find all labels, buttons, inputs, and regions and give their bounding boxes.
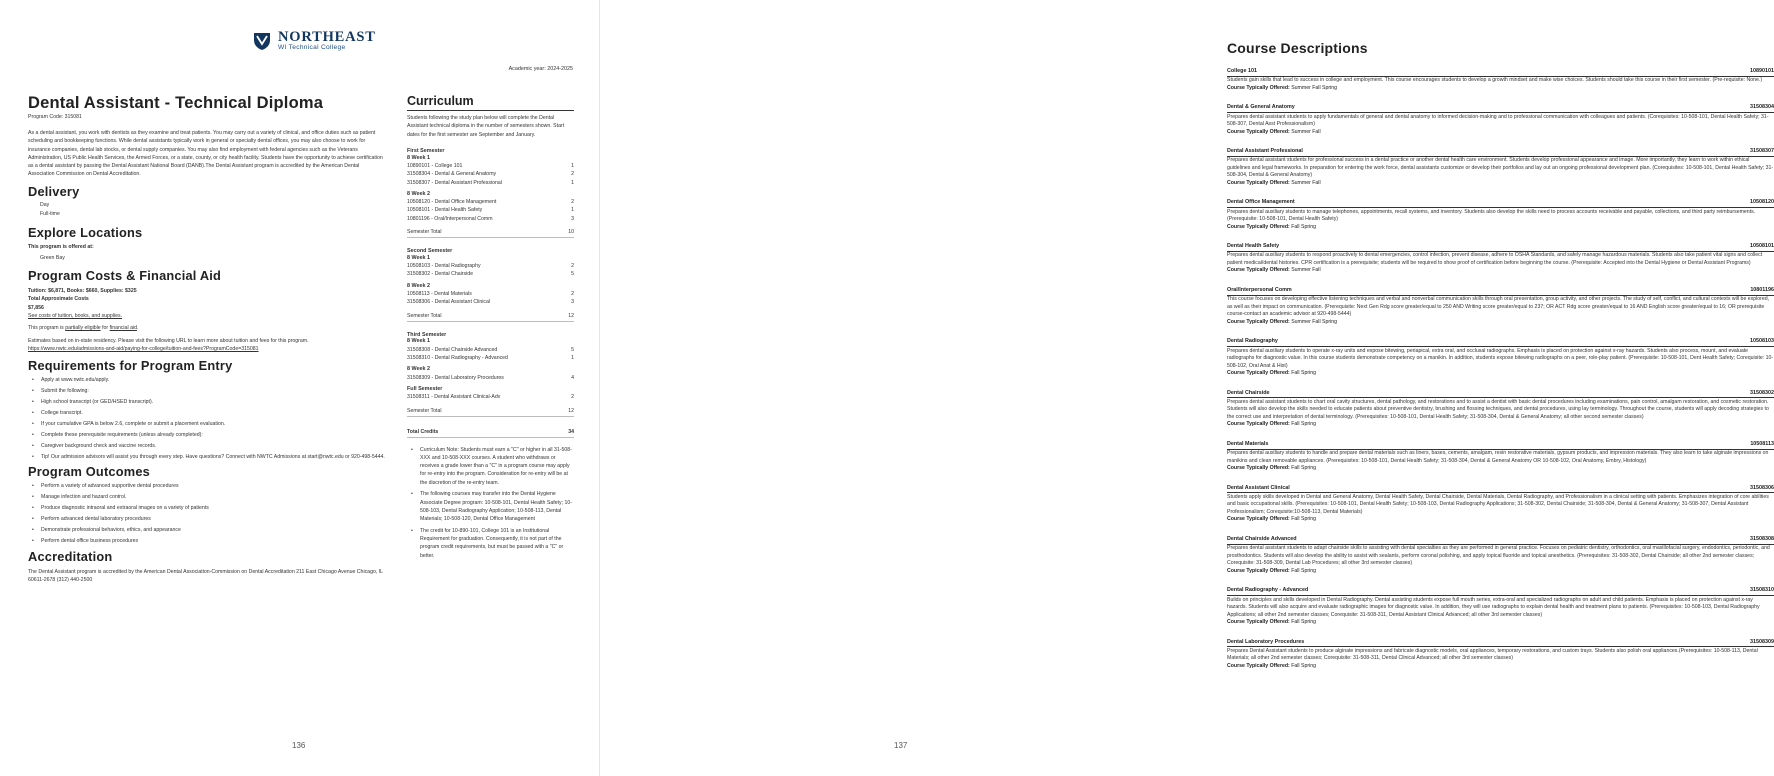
course-description: Prepares dental auxiliary students to respond proactively to dental emergencies, control infection, prevent disease, adhere to OSHA Standards, and safely manage hazardous materials. Students also take patient vital signs and collect patient medical/dental histories. CPR certification is a prerequisite; students will be required to show proof of certification before beginning the course. (Prerequisite: Accepted into the Dental Hygiene or Dental Assistant Programs) [1227, 252, 1763, 266]
course-code: 31508309 [1750, 638, 1774, 645]
course-description: Builds on principles and skills developed in Dental Radiography. Dental assisting students expose full mouth series, extra-oral and specialized radiographs on adult and child patients. Emphasis is placed on protection against x-ray hazards. Students will also acquire and evaluate radiographic images for diagnostic value. In addition, they will use radiographs to explain dental health and treatment plans to patients. (Prerequisites: 10-508-103, Dental Radiography Applications; all other 2nd semester classes; Corequisite: 31-508-311, Dental Assistant Clinical Advanced; all other 3rd semester classes) [1227, 596, 1760, 618]
course-row [407, 290, 574, 298]
list-item: • Perform advanced dental laboratory procedures [28, 516, 386, 524]
semester-total-value: 12 [568, 407, 574, 414]
course-code: 10508120 [1750, 199, 1774, 206]
curriculum-heading: Curriculum [407, 95, 574, 111]
course-header [1227, 287, 1774, 296]
course-header [1227, 536, 1774, 545]
costs-heading: Program Costs & Financial Aid [28, 268, 222, 284]
offered-terms: Summer Fall Spring [1291, 318, 1338, 325]
course-entry [1227, 639, 1774, 671]
course-header [1227, 639, 1774, 648]
course-credits: 5 [571, 346, 574, 353]
course-header [1227, 243, 1774, 252]
college-logo [252, 30, 376, 52]
semester-heading: Second Semester [407, 248, 453, 255]
course-offered [1227, 663, 1774, 671]
course-credits: 5 [571, 271, 574, 278]
course-code: 31508306 [1750, 484, 1774, 491]
delivery-item: Full-time [40, 211, 60, 218]
aid-text: for [100, 325, 110, 332]
course-name: 10801196 - Oral/Interpersonal Comm [407, 215, 493, 222]
course-description: Prepares dental auxiliary students to manage telephones, appointments, recall systems, and inventory. Students also develop the skills need to process accounts receivable and payable, collections, and third party reimbursements. (Prerequisite: 10-508-101, Dental Health Safety) [1227, 208, 1756, 223]
offered-terms: Fall Spring [1291, 370, 1316, 377]
semester-total-label: Semester Total [407, 312, 442, 319]
offered-terms: Fall Spring [1291, 662, 1316, 669]
offered-label: Course Typically Offered: [1227, 567, 1290, 574]
course-name: 10508101 - Dental Health Safety [407, 207, 483, 214]
course-header [1227, 390, 1774, 399]
course-description: Prepares dental auxiliary students to handle and prepare dental materials such as liners, bases, cements, amalgam, resin restorative materials, gypsum products, and impression materials. They also learn to take alginate impressions on manikins and clean removable appliances. (Prerequisites: 10-508-101, Dental Health Safety; 31-508-304, Dental & General Anatomy OR 10-508-102, Oral Anatomy, Embry, Histology) [1227, 450, 1769, 464]
course-code: 10890101 [1750, 68, 1774, 74]
delivery-item: Day [40, 201, 50, 208]
total-credits-row [407, 429, 574, 438]
course-code: 31508302 [1750, 389, 1774, 396]
course-title: Dental Health Safety [1227, 243, 1280, 250]
course-description: Students gain skills that lead to success in college and employment. This course encourages students to develop a growth mindset and make wise choices. Students should take this course in their first semester. (Pre-requisite: None.) [1227, 77, 1763, 84]
course-header [1227, 199, 1774, 208]
program-code: Program Code: 315081 [28, 114, 82, 120]
offered-label: Course Typically Offered: [1227, 370, 1290, 377]
left-page [0, 0, 600, 776]
aid-text: This program is [28, 325, 66, 332]
course-credits: 2 [571, 199, 574, 206]
course-descriptions [1227, 40, 1774, 670]
course-header [1227, 338, 1774, 347]
requirements-list [28, 377, 386, 461]
course-name: 31508308 - Dental Chairside Advanced [407, 346, 498, 353]
course-title: Dental Materials [1227, 440, 1269, 447]
program-column [28, 94, 386, 584]
semester-total-value: 12 [568, 312, 574, 319]
course-offered [1227, 516, 1774, 524]
course-offered [1227, 85, 1774, 93]
semester-heading: First Semester [407, 147, 445, 154]
offered-label: Course Typically Offered: [1227, 84, 1290, 91]
offered-terms: Summer Fall [1291, 179, 1321, 186]
course-offered [1227, 267, 1774, 275]
course-row [407, 170, 574, 178]
college-name: NORTHEAST [278, 29, 376, 45]
list-item: • Complete these prerequisite requirements (unless already completed): [28, 432, 386, 440]
course-title: Dental Chairside Advanced [1227, 535, 1297, 542]
course-row [407, 179, 574, 187]
course-name: 31508304 - Dental & General Anatomy [407, 171, 497, 178]
list-item: • High school transcript (or GED/HSED transcript). [28, 399, 386, 407]
curriculum-notes [407, 446, 574, 560]
semester-total-row [407, 313, 574, 322]
course-credits: 3 [571, 215, 574, 222]
course-header [1227, 587, 1774, 596]
list-item: • Manage infection and hazard control. [28, 494, 386, 502]
course-name: 10508103 - Dental Radiography [407, 263, 481, 270]
right-page [600, 0, 1774, 776]
course-name: 10890101 - College 101 [407, 162, 463, 169]
tuition-line: Tuition: $6,871, Books: $660, Supplies: $325 [28, 288, 137, 295]
offered-terms: Fall Spring [1291, 619, 1316, 626]
course-credits: 1 [571, 179, 574, 186]
week-label: 8 Week 2 [407, 190, 430, 197]
offered-label: Course Typically Offered: [1227, 318, 1290, 325]
course-credits: 2 [571, 171, 574, 178]
offered-label: Course Typically Offered: [1227, 619, 1290, 626]
course-description: This course focuses on developing effective listening techniques and verbal and nonverbal communication skills through oral presentation, group activity, and other projects. The study of self, conflict, and cultural contexts will be explored, as well as their impact on communication. (Prerequisite: Next Gen Rdg score greater/equal to 250 AND Writing score greater/equal to 237; OR ACT Rdg score greater/equal to 16 AND English score greater/equal to 16; OR prerequisite course-contact an academic advisor at 920-498-5444) [1227, 296, 1770, 318]
course-header [1227, 441, 1774, 450]
offered-terms: Summer Fall [1291, 267, 1321, 274]
course-name: 31508302 - Dental Chairside [407, 271, 474, 278]
aid-eligibility [28, 324, 386, 332]
offered-label: Course Typically Offered: [1227, 516, 1290, 523]
course-code: 10508113 [1750, 440, 1774, 447]
course-credits: 1 [571, 355, 574, 362]
course-entry [1227, 287, 1774, 326]
course-title: Dental Radiography - Advanced [1227, 587, 1309, 594]
program-intro: As a dental assistant, you work with dentists as they examine and treat patients. You may carry out a variety of clinical, and office duties such as patient scheduling and bookkeeping functions. While dental assistants typically work in general or specialty dental offices, you may also choose to work for insurance companies, dental lab stocks, or dental supply companies. You may also find employment with federal agencies such as the Veterans Administration, US Public Health Services, the Armed Forces, or a state, county, or city health facility. Students have the opportunity to achieve certification as a dental assistant by passing the Dental Assistant National Board (DANB).The Dental Assistant program is accredited by the American Dental Association Commission on Dental Accreditation. [28, 130, 383, 178]
course-descriptions-heading: Course Descriptions [1227, 40, 1368, 56]
tuition-url-link[interactable]: https://www.nwtc.edu/admissions-and-aid/paying-for-college/tuition-and-fees?ProgramCode=315081 [28, 345, 259, 352]
course-offered [1227, 319, 1774, 327]
campus-name: Green Bay [40, 255, 65, 262]
course-name: 31508306 - Dental Assistant Clinical [407, 299, 491, 306]
list-item: • Caregiver background check and vaccine records. [28, 443, 386, 451]
course-title: Dental Assistant Clinical [1227, 484, 1290, 491]
semester-total-row [407, 408, 574, 417]
offered-at-label: This program is offered at: [28, 244, 94, 251]
week-label: 8 Week 1 [407, 154, 430, 161]
course-row [407, 393, 574, 401]
shield-logo-icon [252, 31, 272, 51]
offered-label: Course Typically Offered: [1227, 223, 1290, 230]
course-name: 31508307 - Dental Assistant Professional [407, 179, 502, 186]
course-description: Prepares dental auxiliary students to operate x-ray units and expose bitewing, periapical, extra oral, and occlusal radiographs. Emphasis is placed on protection against x-ray hazards. Students also process, mount, and evaluate radiographs for diagnostic value. In this course students demonstrate competency on a manikin. In addition, students expose bitewing radiographs on a peer, role-play patient. (Prerequisite: 10-508-101, Dent Health Safety; Corequisite: 10-508-102, Oral Anat & Hist) [1227, 347, 1774, 369]
list-item: • College transcript. [28, 410, 386, 418]
see-costs-link[interactable]: See costs of tuition, books, and supplies. [28, 313, 123, 320]
course-entry [1227, 104, 1774, 136]
estimate-note: Estimates based on in-state residency. Please visit the following URL to learn more about tuition and fees for this program. [28, 337, 309, 344]
outcomes-list [28, 483, 386, 545]
course-title: Dental & General Anatomy [1227, 104, 1295, 111]
course-entry [1227, 390, 1774, 429]
course-code: 10508101 [1750, 243, 1774, 250]
course-header [1227, 104, 1774, 113]
course-description: Prepares dental assistant students to chart oral cavity structures, dental pathology, and restorations and to assist a dentist with basic dental procedures including examinations, pain control, amalgam restoration, and cosmetic restoration. Students will also develop the skills needed to educate patients about preventive dentistry, brushing and flossing techniques, and dental procedures, using lay terminology. Throughout the course, students will apply decoding strategies to the correct use and interpretation of dental terminology. (Prerequisites: 10-508-101, Dental Health Safety; 31-508-304, Dental & General Anatomy; all other second semester classes) [1227, 398, 1769, 420]
course-offered [1227, 619, 1774, 627]
list-item: • The credit for 10-890-101, College 101 is an Institutional Requirement for graduation. Consequently, it is not part of the program credit requirements, but must be passed with a "C" or better. [407, 527, 574, 560]
offered-label: Course Typically Offered: [1227, 662, 1290, 669]
offered-terms: Fall Spring [1291, 465, 1316, 472]
academic-year: Academic year: 2024-2025 [508, 66, 573, 72]
course-offered [1227, 465, 1774, 473]
course-description: Prepares dental assistant students for professional success in a dental practice or another dental health care environment. Students develop professional appearance and image. More importantly, they learn to work within ethical guidelines and legal frameworks. In preparation for entering the work force, dental assistants customize or develop their portfolios and lay out an ongoing professional development plan. (Corequisites: 10-508-101, Dental Health Safety; 31-508-304, Dental & General Anatomy) [1227, 157, 1774, 179]
offered-label: Course Typically Offered: [1227, 128, 1290, 135]
course-entry [1227, 587, 1774, 626]
list-item: • The following courses may transfer into the Dental Hygiene Associate Degree program: 10-508-101, Dental Health Safety; 10-508-103, Dental Radiography Application; 10-508-113, Dental Materials; 10-508-120, Dental Office Management [407, 490, 574, 523]
course-description: Students apply skills developed in Dental and General Anatomy, Dental Health Safety, Dental Chairside, Dental Materials, Dental Radiography, and Professionalism in a clinical setting with patients. Emphasizes integration of core abilities and basic occupational skills. (Prerequisites: 10-508-101, Dental Health Safety; 10-508-103, Dental Radiography Applications; 31-508-302, Dental Chairside; 31-508-304, Dental & General Anatomy; 31-508-307, Dental Assistant Professionalism; Corequisite:10-508-113, Dental Materials) [1227, 493, 1769, 515]
course-entry [1227, 148, 1774, 187]
total-costs-label: Total Approximate Costs [28, 296, 89, 303]
course-title: Dental Office Management [1227, 199, 1295, 206]
week-label: 8 Week 2 [407, 282, 430, 289]
course-credits: 1 [571, 207, 574, 214]
semester-total-label: Semester Total [407, 229, 442, 236]
course-offered [1227, 129, 1774, 137]
list-item: • Curriculum Note: Students must earn a "C" or higher in all 31-508-XXX and 10-508-XXX courses. A student who withdraws or receives a grade lower than a "C" in a program course may apply for re-entry into the program. Consideration for re-entry will be at the discretion of the re-entry team. [407, 446, 574, 487]
course-row [407, 346, 574, 354]
course-code: 31508304 [1750, 104, 1774, 111]
total-credits-label: Total Credits [407, 428, 439, 435]
semester-heading: Third Semester [407, 331, 447, 338]
outcomes-heading: Program Outcomes [28, 464, 150, 480]
course-entry [1227, 485, 1774, 524]
course-credits: 4 [571, 374, 574, 381]
list-item: • Demonstrate professional behaviors, ethics, and appearance [28, 527, 386, 535]
course-code: 10508103 [1750, 338, 1774, 345]
curriculum-column [407, 95, 574, 563]
offered-terms: Fall Spring [1291, 516, 1316, 523]
offered-label: Course Typically Offered: [1227, 267, 1290, 274]
college-subname: WI Technical College [278, 44, 346, 51]
course-name: 31508309 - Dental Laboratory Procedures [407, 374, 504, 381]
delivery-list [28, 201, 386, 220]
course-row [407, 298, 574, 306]
course-row [407, 198, 574, 206]
course-row [407, 215, 574, 223]
page-number: 136 [292, 741, 306, 750]
page-number: 137 [894, 741, 908, 750]
course-entry [1227, 243, 1774, 275]
semester-total-value: 10 [568, 229, 574, 236]
total-credits-value: 34 [568, 428, 574, 435]
course-entry [1227, 68, 1774, 92]
course-name: 31508311 - Dental Assistant Clinical-Adv [407, 394, 501, 401]
list-item: • If your cumulative GPA is below 2.6, complete or submit a placement evaluation. [28, 421, 386, 429]
course-description: Prepares dental assistant students to adapt chairside skills to assisting with dental specialties as they are performed in general practice. Focuses on pediatric dentistry, orthodontics, oral maxillofacial surgery, endodontics, periodontic, and prosthodontics. Students will also develop the ability to assist with sealants, perform coronal polishing, and apply topical fluoride and topical anesthetics. (Prerequisites: 31-508-302, Dental Chairside; all other 2nd semester classes; Corequisite: 31-508-309, Dental Lab Procedures; all other 3rd semester classes) [1227, 545, 1770, 567]
page-title: Dental Assistant - Technical Diploma [28, 94, 324, 112]
course-row [407, 354, 574, 362]
course-code: 31508308 [1750, 535, 1774, 542]
partially-eligible-link[interactable]: partially eligible [65, 325, 101, 332]
offered-terms: Fall Spring [1291, 421, 1316, 428]
total-costs-value: $7,856 [28, 304, 44, 311]
course-entry [1227, 441, 1774, 473]
offered-label: Course Typically Offered: [1227, 465, 1290, 472]
offered-label: Course Typically Offered: [1227, 179, 1290, 186]
course-credits: 2 [571, 263, 574, 270]
financial-aid-link[interactable]: financial aid [109, 325, 137, 332]
aid-text: . [137, 325, 139, 332]
course-title: College 101 [1227, 68, 1257, 74]
course-name: 31508310 - Dental Radiography - Advanced [407, 355, 508, 362]
course-entry [1227, 536, 1774, 575]
offered-terms: Summer Fall [1291, 128, 1321, 135]
course-code: 31508310 [1750, 587, 1774, 594]
requirements-heading: Requirements for Program Entry [28, 358, 233, 374]
course-title: Dental Assistant Professional [1227, 148, 1303, 155]
course-title: Dental Radiography [1227, 338, 1278, 345]
course-header [1227, 485, 1774, 494]
course-credits: 3 [571, 299, 574, 306]
semester-total-row [407, 229, 574, 238]
course-description: Prepares dental assistant students to apply fundamentals of general and dental anatomy to informed decision-making and to professional communication with colleagues and patients. (Corequisites: 10-508-101, Dental Health Safety; 31-508-307, Dental Asst Professionalism) [1227, 113, 1769, 128]
course-description: Prepares Dental Assistant students to produce alginate impressions and fabricate diagnostic models, oral appliances, temporary restorations, and custom trays. Students also polish oral appliances.(Prerequisites: 10-508-113, Dental Materials; all other 2nd semester classes; Corequisite: 31-508-311, Dental Clinical Advanced; all other 3rd semester classes) [1227, 647, 1758, 662]
list-item: • Produce diagnostic intraoral and extraoral images on a variety of patients [28, 505, 386, 513]
course-name: 10508120 - Dental Office Management [407, 199, 497, 206]
course-name: 10508113 - Dental Materials [407, 291, 472, 298]
week-label: 8 Week 1 [407, 338, 430, 345]
course-list [1227, 68, 1774, 670]
course-credits: 2 [571, 291, 574, 298]
course-credits: 1 [571, 162, 574, 169]
curriculum-intro: Students following the study plan below will complete the Dental Assistant technical diploma in the number of semesters shown. Start dates for the first semester are September and January. [407, 115, 565, 138]
course-header [1227, 148, 1774, 157]
list-item: • Perform dental office business procedures [28, 538, 386, 546]
course-offered [1227, 224, 1774, 232]
course-title: Oral/Interpersonal Comm [1227, 286, 1292, 293]
course-title: Dental Chairside [1227, 389, 1270, 396]
course-row [407, 262, 574, 270]
locations-heading: Explore Locations [28, 225, 143, 241]
week-label: Full Semester [407, 385, 443, 392]
course-offered [1227, 568, 1774, 576]
course-offered [1227, 370, 1774, 378]
week-label: 8 Week 2 [407, 366, 430, 373]
course-entry [1227, 338, 1774, 377]
semester-total-label: Semester Total [407, 407, 442, 414]
course-row [407, 270, 574, 278]
course-code: 10801196 [1750, 286, 1774, 293]
course-row [407, 162, 574, 170]
offered-label: Course Typically Offered: [1227, 421, 1290, 428]
offered-terms: Summer Fall Spring [1291, 84, 1338, 91]
course-offered [1227, 421, 1774, 429]
course-entry [1227, 199, 1774, 231]
offered-terms: Fall Spring [1291, 223, 1316, 230]
course-offered [1227, 180, 1774, 188]
accreditation-text: The Dental Assistant program is accredited by the American Dental Association-Commission on Dental Accreditation 211 East Chicago Avenue Chicago, IL 60611-2678 (312) 440-2500 [28, 568, 383, 584]
course-credits: 2 [571, 394, 574, 401]
list-item: • Perform a variety of advanced supportive dental procedures [28, 483, 386, 491]
accreditation-heading: Accreditation [28, 548, 113, 564]
week-label: 8 Week 1 [407, 254, 430, 261]
course-row [407, 374, 574, 382]
course-title: Dental Laboratory Procedures [1227, 638, 1305, 645]
list-item: • Tip! Our admission advisors will assist you through every step. Have questions? Connect with NWTC Admissions at start@nwtc.edu or 920-498-5444. [28, 454, 386, 462]
course-row [407, 206, 574, 214]
course-code: 31508307 [1750, 148, 1774, 155]
list-item: • Apply at www.nwtc.edu/apply. [28, 377, 386, 385]
course-header [1227, 68, 1774, 77]
list-item: • Submit the following: [28, 388, 386, 396]
delivery-heading: Delivery [28, 183, 80, 199]
offered-terms: Fall Spring [1291, 567, 1316, 574]
